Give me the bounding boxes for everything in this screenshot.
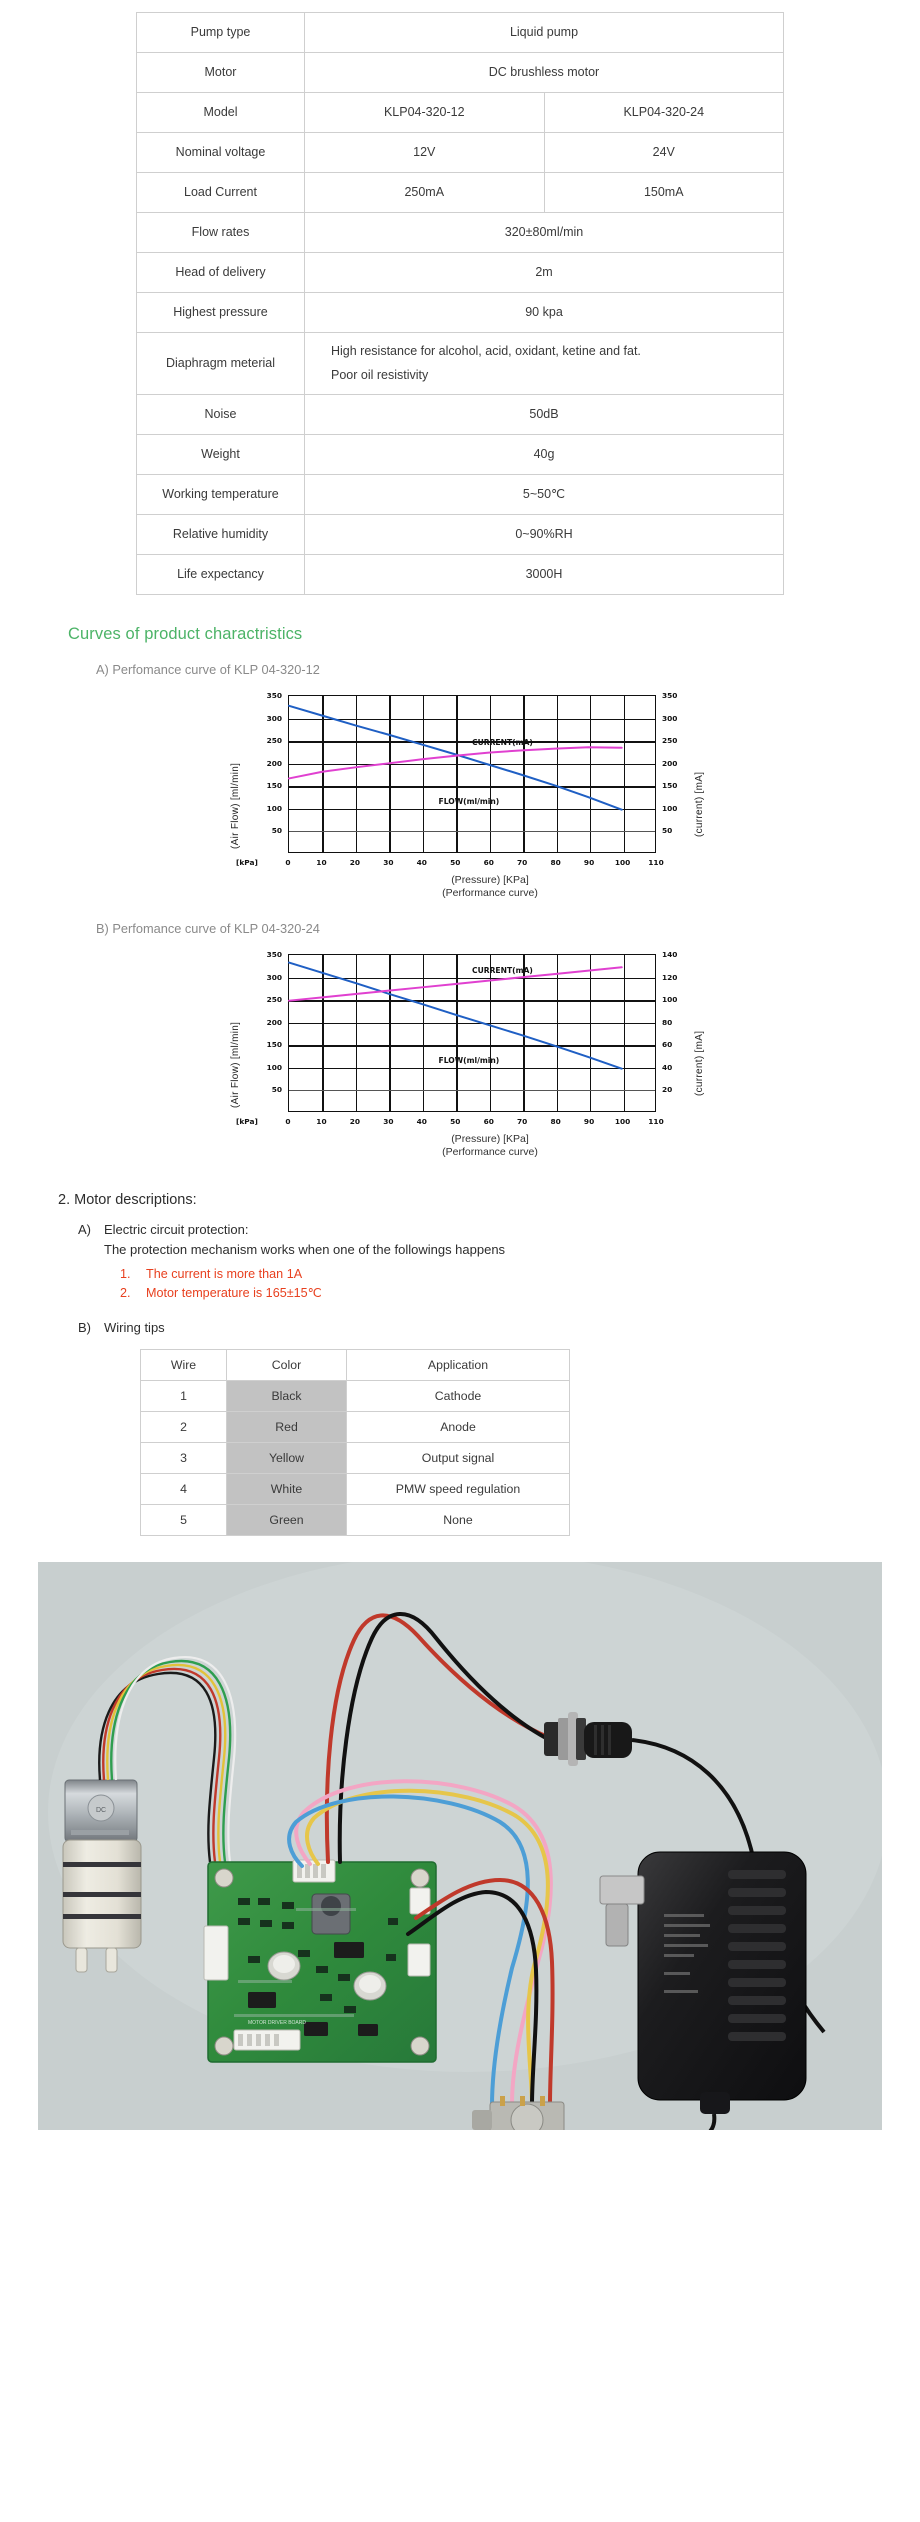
x-axis-tick: 110 [648,858,664,867]
wiring-cell-wire: 3 [141,1443,227,1474]
pcb-controller-illustration [204,1860,436,2062]
wiring-cell-color: White [227,1474,347,1505]
chart-b-captions [180,1133,740,1158]
spec-value-24v: KLP04-320-24 [544,93,784,133]
spec-label: Nominal voltage [137,133,305,173]
table-row [141,1412,570,1443]
table-row [141,1474,570,1505]
spec-label: Flow rates [137,213,305,253]
spec-label: Noise [137,395,305,435]
wiring-table [140,1349,570,1536]
table-row [137,13,784,53]
series-label-flow: FLOW(ml/min) [438,796,500,806]
wiring-cell-wire: 5 [141,1505,227,1536]
y-axis-title-left: (Air Flow) [ml/min] [230,1021,241,1108]
chart-b-title: B) Perfomance curve of KLP 04-320-24 [96,921,320,936]
wiring-cell-application: Cathode [347,1381,570,1412]
x-axis-tick: 40 [416,858,427,867]
x-axis-unit-tag: [kPa] [236,1117,258,1126]
table-row [137,475,784,515]
item-b-title: Wiring tips [104,1320,165,1335]
photo-illustration [38,1562,882,2130]
y-axis-tick-left: 150 [266,1040,282,1050]
chart-a-caption: (Performance curve) [442,887,538,899]
x-axis-tick: 50 [450,1117,461,1126]
spec-value: 0~90%RH [305,515,784,555]
wiring-header-color: Color [227,1350,347,1381]
y-axis-tick-right: 60 [662,1040,673,1050]
y-axis-tick-left: 50 [271,826,282,836]
y-axis-tick-left: 100 [266,803,282,813]
table-row [137,395,784,435]
y-axis-tick-left: 200 [266,1017,282,1027]
product-photo-section [0,1562,920,2130]
spec-label: Working temperature [137,475,305,515]
specification-table [136,12,784,595]
y-axis-tick-left: 350 [266,691,282,700]
motor-item-a [78,1222,920,1237]
y-axis-tick-right: 40 [662,1062,673,1072]
list-item-text: Motor temperature is 165±15℃ [146,1286,322,1300]
wiring-cell-wire: 2 [141,1412,227,1443]
table-row [141,1443,570,1474]
spec-label: Highest pressure [137,293,305,333]
table-row [141,1381,570,1412]
spec-label: Load Current [137,173,305,213]
y-axis-tick-left: 250 [266,736,282,746]
spec-label: Head of delivery [137,253,305,293]
y-axis-title-right: (current) [mA] [694,1030,705,1096]
wiring-cell-application: Output signal [347,1443,570,1474]
list-item-number: 2. [120,1286,131,1300]
table-row [137,53,784,93]
y-axis-tick-left: 150 [266,781,282,791]
series-line [289,963,622,1069]
x-axis-unit-tag: [kPa] [236,858,258,867]
spec-value: 40g [305,435,784,475]
x-axis-tick: 60 [483,858,494,867]
table-row [137,435,784,475]
x-axis-tick: 30 [383,1117,394,1126]
wiring-cell-application: None [347,1505,570,1536]
spec-label: Diaphragm meterial [137,333,305,395]
table-row [137,333,784,395]
list-item [120,1285,920,1300]
y-axis-tick-left: 300 [266,972,282,982]
x-axis-tick: 40 [416,1117,427,1126]
x-axis-tick: 20 [349,1117,361,1126]
list-item-number: 1. [120,1267,131,1281]
chart-b-plot-area [180,946,740,1131]
spec-value: Liquid pump [305,13,784,53]
series-layer [289,955,655,1111]
wiring-cell-color: Green [227,1505,347,1536]
x-axis-tick: 60 [483,1117,494,1126]
x-axis-tick: 0 [285,1117,291,1126]
y-axis-tick-right: 100 [662,995,678,1005]
spec-label: Motor [137,53,305,93]
y-axis-tick-right: 100 [662,803,678,813]
x-axis-tick: 90 [583,1117,595,1126]
spec-value: 320±80ml/min [305,213,784,253]
wiring-header-application: Application [347,1350,570,1381]
x-axis-tick: 20 [349,858,361,867]
material-line-2: Poor oil resistivity [331,367,429,382]
spec-value: DC brushless motor [305,53,784,93]
series-layer [289,696,655,852]
x-axis-tick: 70 [517,858,528,867]
y-axis-title-left: (Air Flow) [ml/min] [230,762,241,849]
table-row [137,555,784,595]
wiring-cell-wire: 1 [141,1381,227,1412]
series-label-flow: FLOW(ml/min) [438,1055,500,1065]
spec-value: 2m [305,253,784,293]
spec-label: Life expectancy [137,555,305,595]
y-axis-tick-right: 150 [662,781,678,791]
x-axis-tick: 80 [550,1117,561,1126]
protection-paragraph: The protection mechanism works when one of the followings happens [104,1242,506,1257]
spec-value-24v: 24V [544,133,784,173]
chart-a-xlabel: (Pressure) [KPa] [451,874,529,886]
chart-a-block [0,687,920,899]
series-label-current: CURRENT(mA) [472,965,533,975]
spec-value-12v: 250mA [305,173,545,213]
spec-value-material [305,333,784,395]
y-axis-tick-left: 350 [266,950,282,959]
table-row [137,133,784,173]
x-axis-tick: 70 [517,1117,528,1126]
x-axis-tick: 100 [614,1117,631,1126]
item-a-title: Electric circuit protection: [104,1222,249,1237]
item-a-marker: A) [78,1222,91,1237]
spec-value: 5~50℃ [305,475,784,515]
table-row [137,213,784,253]
spec-label: Weight [137,435,305,475]
table-row [137,515,784,555]
y-axis-tick-left: 300 [266,713,282,723]
spec-value-12v: KLP04-320-12 [305,93,545,133]
table-row [137,173,784,213]
spec-label: Model [137,93,305,133]
y-axis-tick-right: 350 [662,691,678,700]
x-axis-tick: 90 [583,858,595,867]
x-axis-tick: 110 [648,1117,664,1126]
chart-a-title: A) Perfomance curve of KLP 04-320-12 [96,662,320,677]
x-axis-tick: 30 [383,858,394,867]
y-axis-tick-left: 250 [266,995,282,1005]
spec-label: Pump type [137,13,305,53]
y-axis-tick-left: 50 [271,1085,282,1095]
svg-text:MOTOR DRIVER BOARD: MOTOR DRIVER BOARD [248,2020,306,2026]
table-row [137,93,784,133]
wiring-cell-wire: 4 [141,1474,227,1505]
x-axis-tick: 10 [316,1117,327,1126]
wiring-cell-application: Anode [347,1412,570,1443]
wiring-cell-color: Yellow [227,1443,347,1474]
series-line [289,747,622,778]
x-axis-tick: 100 [614,858,631,867]
protection-conditions-list [120,1267,920,1300]
chart-a-plot-area [180,687,740,872]
spec-label: Relative humidity [137,515,305,555]
svg-text:DC: DC [95,1807,107,1814]
product-photo [38,1562,882,2130]
y-axis-tick-right: 80 [662,1017,673,1027]
x-axis-tick: 0 [285,858,291,867]
material-line-1: High resistance for alcohol, acid, oxidant, ketine and fat. [331,344,641,359]
x-axis-tick: 80 [550,858,561,867]
y-axis-tick-right: 140 [662,950,678,959]
wiring-cell-application: PMW speed regulation [347,1474,570,1505]
motor-descriptions-section [0,1192,920,1536]
chart-b-block [0,946,920,1158]
wiring-cell-color: Black [227,1381,347,1412]
list-item [120,1267,920,1281]
wiring-header-wire: Wire [141,1350,227,1381]
plot-frame [288,954,656,1112]
wiring-cell-color: Red [227,1412,347,1443]
spec-value: 90 kpa [305,293,784,333]
y-axis-tick-right: 20 [662,1085,673,1095]
chart-b-caption: (Performance curve) [442,1146,538,1158]
chart-a-captions [180,874,740,899]
item-b-marker: B) [78,1320,91,1335]
list-item-text: The current is more than 1A [146,1267,303,1281]
spec-table-section [0,0,920,595]
y-axis-tick-right: 300 [662,713,678,723]
table-row [141,1505,570,1536]
y-axis-tick-right: 200 [662,758,678,768]
table-header-row [141,1350,570,1381]
series-line [289,967,622,1000]
chart-b-xlabel: (Pressure) [KPa] [451,1133,529,1145]
spec-value-12v: 12V [305,133,545,173]
table-row [137,253,784,293]
spec-value: 50dB [305,395,784,435]
motor-item-b [78,1320,920,1335]
y-axis-title-right: (current) [mA] [694,771,705,837]
table-row [137,293,784,333]
y-axis-tick-right: 250 [662,736,678,746]
spec-value-24v: 150mA [544,173,784,213]
series-line [289,706,622,810]
plot-frame [288,695,656,853]
y-axis-tick-left: 200 [266,758,282,768]
motor-section-title: 2. Motor descriptions: [58,1192,197,1208]
series-label-current: CURRENT(mA) [472,738,533,748]
spec-value: 3000H [305,555,784,595]
x-axis-tick: 50 [450,858,461,867]
y-axis-tick-right: 50 [662,826,673,836]
y-axis-tick-right: 120 [662,972,678,982]
y-axis-tick-left: 100 [266,1062,282,1072]
x-axis-tick: 10 [316,858,327,867]
curves-section-heading: Curves of product charactristics [68,625,303,643]
